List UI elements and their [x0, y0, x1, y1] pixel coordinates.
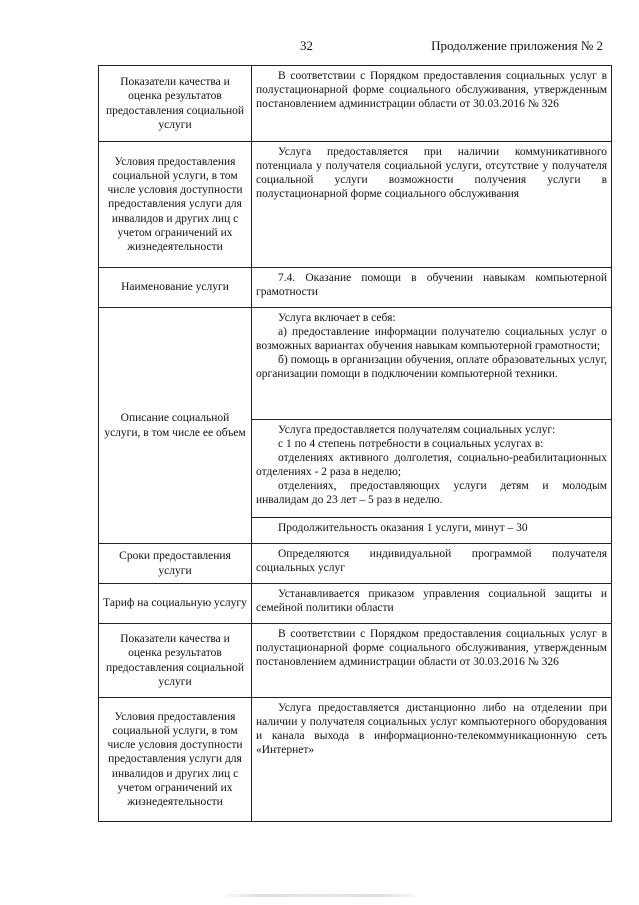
row-content: [252, 308, 612, 420]
appendix-continuation-note: Продолжение приложения № 2: [431, 38, 603, 53]
content-text: В соответствии с Порядком предоставления социальных услуг в полустационарной форме социального обслуживания, утвержденным постановлением администрации области от 30.03.2016 № 326: [256, 70, 607, 111]
row-label: Показатели качества и оценка результатов предоставления социальной услуги: [99, 624, 252, 698]
row-content: [252, 698, 612, 822]
service-description-table: [98, 65, 612, 822]
content-text: с 1 по 4 степень потребности в социальных услугах в:: [278, 438, 544, 451]
row-content: [252, 584, 612, 624]
content-text: Устанавливается приказом управления социальной защиты и семейной политики области: [256, 588, 607, 615]
table-row: [99, 698, 612, 822]
table-row: [99, 308, 612, 420]
row-content: [252, 268, 612, 308]
table-row: [99, 544, 612, 584]
row-label: Показатели качества и оценка результатов предоставления социальной услуги: [99, 66, 252, 142]
row-content: [252, 544, 612, 584]
table-row: [99, 624, 612, 698]
row-content: [252, 142, 612, 268]
row-content: [252, 66, 612, 142]
table-row: [99, 268, 612, 308]
content-text: В соответствии с Порядком предоставления социальных услуг в полустационарной форме социального обслуживания, утвержденным постановлением администрации области от 30.03.2016 № 326: [256, 628, 607, 669]
row-content: [252, 624, 612, 698]
row-content: [252, 420, 612, 518]
content-text: б) помощь в организации обучения, оплате образовательных услуг, организации помощи в подключении компьютерной техники.: [256, 354, 607, 381]
content-text: отделениях активного долголетия, социально-реабилитационных отделениях - 2 раза в неделю;: [256, 452, 607, 479]
content-text: Определяются индивидуальной программой получателя социальных услуг: [256, 548, 607, 575]
table-row: [99, 66, 612, 142]
scan-artifact: [220, 894, 420, 897]
row-label: Наименование услуги: [99, 268, 252, 308]
content-text: а) предоставление информации получателю социальных услуг о возможных вариантах обучения навыкам компьютерной грамотности;: [256, 326, 607, 353]
content-text: Услуга включает в себя:: [278, 312, 396, 324]
content-text: 7.4. Оказание помощи в обучении навыкам компьютерной грамотности: [256, 272, 607, 299]
row-label: Условия предоставления социальной услуги, в том числе условия доступности предоставления услуги для инвалидов и других лиц с учетом ограничений их жизнедеятельности: [99, 698, 252, 822]
row-label: Описание социальной услуги, в том числе ее объем: [99, 308, 252, 544]
table-row: [99, 584, 612, 624]
content-text: Продолжительность оказания 1 услуги, минут – 30: [278, 522, 528, 534]
row-content: [252, 518, 612, 544]
table-row: [99, 142, 612, 268]
content-text: Услуга предоставляется при наличии коммуникативного потенциала у получателя социальной услуги, отсутствие у получателя социальной услуги возможности получения услуги в полустационарной форме социального обслуживания: [256, 146, 607, 201]
content-text: Услуга предоставляется получателям социальных услуг:: [278, 424, 556, 436]
row-label: Условия предоставления социальной услуги, в том числе условия доступности предоставления услуги для инвалидов и других лиц с учетом ограничений их жизнедеятельности: [99, 142, 252, 268]
row-label: Сроки предоставления услуги: [99, 544, 252, 584]
page-number: 32: [300, 38, 313, 53]
row-label: Тариф на социальную услугу: [99, 584, 252, 624]
content-text: отделениях, предоставляющих услуги детям и молодым инвалидам до 23 лет – 5 раз в неделю.: [256, 480, 607, 507]
content-text: Услуга предоставляется дистанционно либо на отделении при наличии у получателя социальных услуг компьютерного оборудования и канала выхода в информационно-телекоммуникационную сеть «Интернет»: [256, 702, 607, 757]
